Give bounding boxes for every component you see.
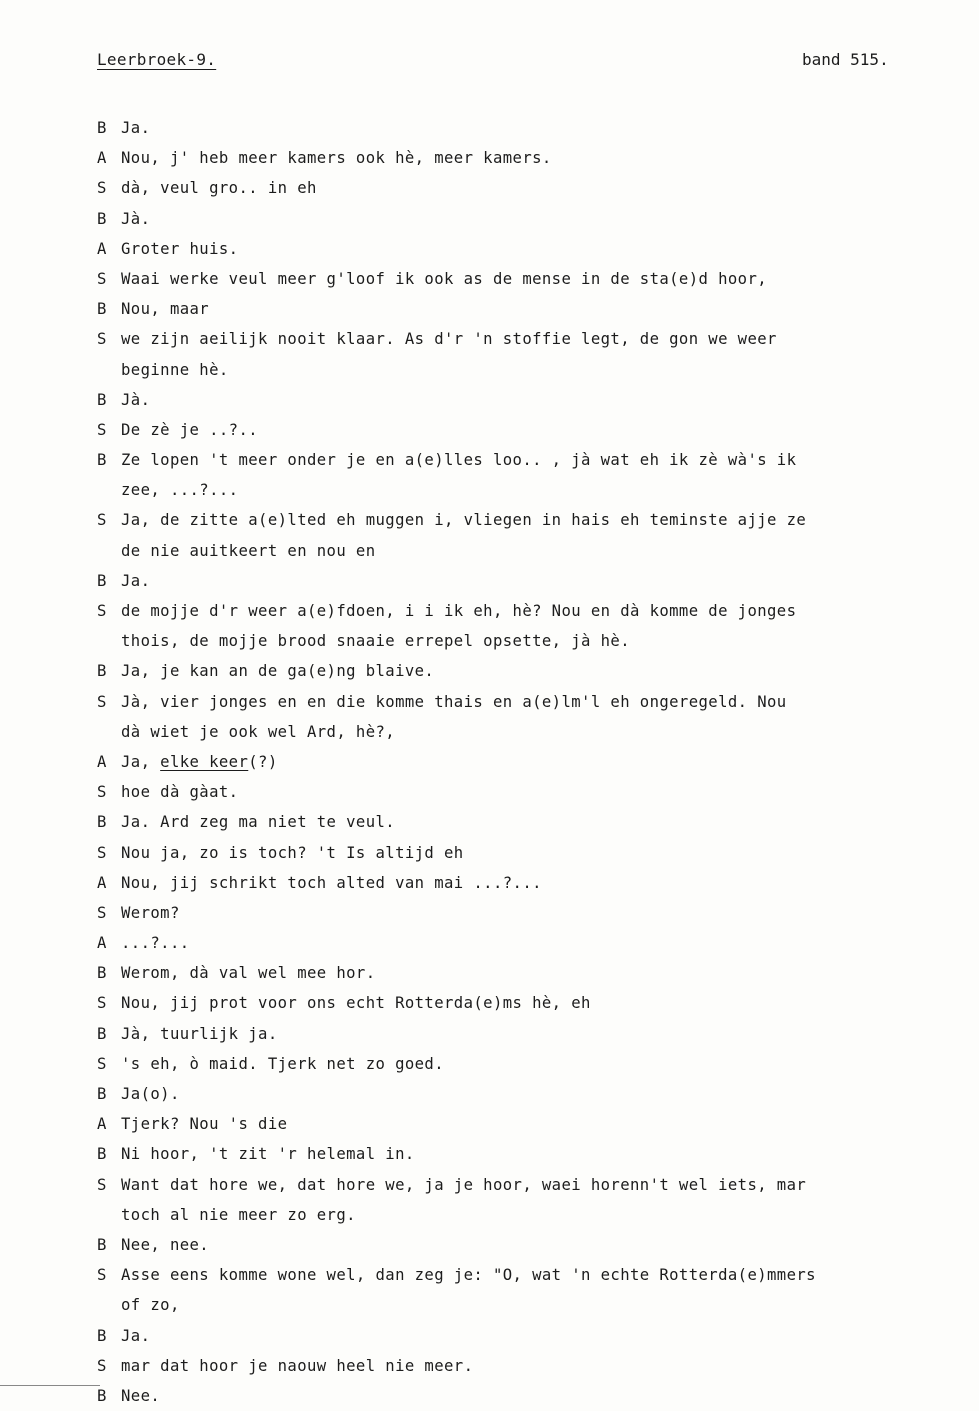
transcript-line: [97, 415, 897, 445]
transcript-line: [97, 1079, 897, 1109]
bottom-rule: [0, 1385, 100, 1386]
speaker-label: S: [97, 179, 107, 198]
utterance-text: hoe dà gàat.: [121, 783, 239, 802]
utterance-text: dà, veul gro.. in eh: [121, 179, 317, 198]
transcript-line: [97, 324, 897, 354]
utterance-text: of zo,: [121, 1296, 180, 1315]
utterance-text: Werom, dà val wel mee hor.: [121, 964, 376, 983]
band-number: band 515.: [802, 50, 889, 69]
transcript-line: [97, 113, 897, 143]
speaker-label: B: [97, 300, 107, 319]
transcript-line: [97, 445, 897, 475]
transcript-line: [97, 566, 897, 596]
speaker-label: S: [97, 994, 107, 1013]
speaker-label: B: [97, 390, 107, 409]
transcript-line: [97, 1351, 897, 1381]
utterance-text: Waai werke veul meer g'loof ik ook as de mense in de sta(e)d hoor,: [121, 269, 768, 288]
transcript-line: [97, 264, 897, 294]
speaker-label: S: [97, 269, 107, 288]
speaker-label: A: [97, 752, 107, 771]
speaker-label: A: [97, 1115, 107, 1134]
transcript-line: [97, 838, 897, 868]
transcript-line: [97, 777, 897, 807]
transcript: [97, 113, 897, 1411]
speaker-label: B: [97, 1024, 107, 1043]
speaker-label: S: [97, 903, 107, 922]
transcript-line: [97, 294, 897, 324]
speaker-label: S: [97, 1356, 107, 1375]
speaker-label: B: [97, 209, 107, 228]
transcript-line: [97, 505, 897, 535]
transcript-line: [97, 596, 897, 626]
transcript-continuation: [97, 1290, 897, 1320]
transcript-line: [97, 143, 897, 173]
transcript-line: [97, 868, 897, 898]
utterance-text: Jà, tuurlijk ja.: [121, 1024, 278, 1043]
transcript-continuation: [97, 626, 897, 656]
utterance-text: Nee, nee.: [121, 1235, 210, 1254]
utterance-text: Asse eens komme wone wel, dan zeg je: "O, wat 'n echte Rotterda(e)mmers: [121, 1266, 816, 1285]
utterance-text: Nou ja, zo is toch? 't Is altijd eh: [121, 843, 464, 862]
utterance-text: Ja.: [121, 1326, 151, 1345]
utterance-text: Nou, jij schrikt toch alted van mai ...?...: [121, 873, 542, 892]
speaker-label: A: [97, 934, 107, 953]
utterance-text: Nou, maar: [121, 300, 210, 319]
transcript-line: [97, 204, 897, 234]
utterance-text: dà wiet je ook wel Ard, hè?,: [121, 722, 396, 741]
utterance-text: we zijn aeilijk nooit klaar. As d'r 'n stoffie legt, de gon we weer: [121, 330, 777, 349]
speaker-label: S: [97, 1175, 107, 1194]
utterance-text: Ja.: [121, 119, 151, 137]
utterance-text: beginne hè.: [121, 360, 229, 379]
utterance-text: Jà.: [121, 390, 151, 409]
document-title: Leerbroek-9.: [97, 50, 217, 69]
transcript-line: [97, 656, 897, 686]
speaker-label: B: [97, 451, 107, 470]
transcript-line: [97, 234, 897, 264]
utterance-text: De zè je ..?..: [121, 420, 259, 439]
transcript-line: [97, 988, 897, 1018]
speaker-label: S: [97, 511, 107, 530]
utterance-text: Nee.: [121, 1386, 161, 1405]
speaker-label: S: [97, 602, 107, 620]
speaker-label: S: [97, 692, 107, 711]
speaker-label: S: [97, 843, 107, 862]
speaker-label: B: [97, 662, 107, 681]
utterance-text: Ja, je kan an de ga(e)ng blaive.: [121, 662, 435, 681]
utterance-text: de nie auitkeert en nou en: [121, 541, 376, 560]
transcript-line: [97, 958, 897, 988]
utterance-text: Jà, vier jonges en en die komme thais en a(e)lm'l eh ongeregeld. Nou: [121, 692, 787, 711]
utterance-text: Ja.: [121, 571, 151, 590]
speaker-label: B: [97, 1386, 107, 1405]
transcript-line: [97, 747, 897, 777]
utterance-text: Want dat hore we, dat hore we, ja je hoor, waei horenn't wel iets, mar: [121, 1175, 807, 1194]
utterance-text: Jà.: [121, 209, 151, 228]
transcript-line: [97, 1049, 897, 1079]
transcript-continuation: [97, 1200, 897, 1230]
speaker-label: A: [97, 149, 107, 168]
utterance-text: Nou, j' heb meer kamers ook hè, meer kamers.: [121, 149, 552, 168]
transcript-continuation: [97, 355, 897, 385]
utterance-text: Ja, de zitte a(e)lted eh muggen i, vliegen in hais eh teminste ajje ze: [121, 511, 807, 530]
speaker-label: A: [97, 239, 107, 258]
transcript-line: [97, 1260, 897, 1290]
utterance-text: Ze lopen 't meer onder je en a(e)lles loo.. , jà wat eh ik zè wà's ik: [121, 451, 797, 470]
speaker-label: B: [97, 1326, 107, 1345]
utterance-text: zee, ...?...: [121, 481, 239, 500]
speaker-label: S: [97, 783, 107, 802]
underlined-text: elke keer: [160, 752, 249, 771]
utterance-text: Nou, jij prot voor ons echt Rotterda(e)ms hè, eh: [121, 994, 591, 1013]
utterance-text: thois, de mojje brood snaaie errepel opsette, jà hè.: [121, 632, 630, 651]
utterance-text: ...?...: [121, 934, 190, 953]
speaker-label: S: [97, 330, 107, 349]
speaker-label: B: [97, 1235, 107, 1254]
transcript-line: [97, 687, 897, 717]
speaker-label: S: [97, 1054, 107, 1073]
transcript-line: [97, 1139, 897, 1169]
speaker-label: B: [97, 119, 107, 137]
transcript-line: [97, 1109, 897, 1139]
speaker-label: S: [97, 420, 107, 439]
transcript-line: [97, 807, 897, 837]
transcript-line: [97, 1381, 897, 1411]
utterance-text: Ja. Ard zeg ma niet te veul.: [121, 813, 396, 832]
utterance-text: Werom?: [121, 903, 180, 922]
speaker-label: B: [97, 964, 107, 983]
utterance-text: 's eh, ò maid. Tjerk net zo goed.: [121, 1054, 445, 1073]
transcript-line: [97, 1170, 897, 1200]
utterance-suffix: (?): [248, 752, 278, 771]
utterance-text: mar dat hoor je naouw heel nie meer.: [121, 1356, 474, 1375]
utterance-text: de mojje d'r weer a(e)fdoen, i i ik eh, hè? Nou en dà komme de jonges: [121, 602, 797, 620]
transcript-line: [97, 898, 897, 928]
speaker-label: B: [97, 1085, 107, 1103]
transcript-continuation: [97, 536, 897, 566]
utterance-text: Ja,: [121, 752, 161, 771]
speaker-label: B: [97, 1145, 107, 1164]
transcript-continuation: [97, 475, 897, 505]
utterance-text: Ni hoor, 't zit 'r helemal in.: [121, 1145, 415, 1164]
utterance-text: toch al nie meer zo erg.: [121, 1205, 356, 1224]
utterance-text: Groter huis.: [121, 239, 239, 258]
utterance-text: Ja(o).: [121, 1085, 180, 1103]
speaker-label: A: [97, 873, 107, 892]
transcript-continuation: [97, 717, 897, 747]
utterance-text: Tjerk? Nou 's die: [121, 1115, 288, 1134]
speaker-label: B: [97, 571, 107, 590]
transcript-line: [97, 928, 897, 958]
speaker-label: B: [97, 813, 107, 832]
transcript-line: [97, 1230, 897, 1260]
transcript-line: [97, 1321, 897, 1351]
transcript-line: [97, 173, 897, 203]
transcript-line: [97, 385, 897, 415]
speaker-label: S: [97, 1266, 107, 1285]
transcript-line: [97, 1019, 897, 1049]
